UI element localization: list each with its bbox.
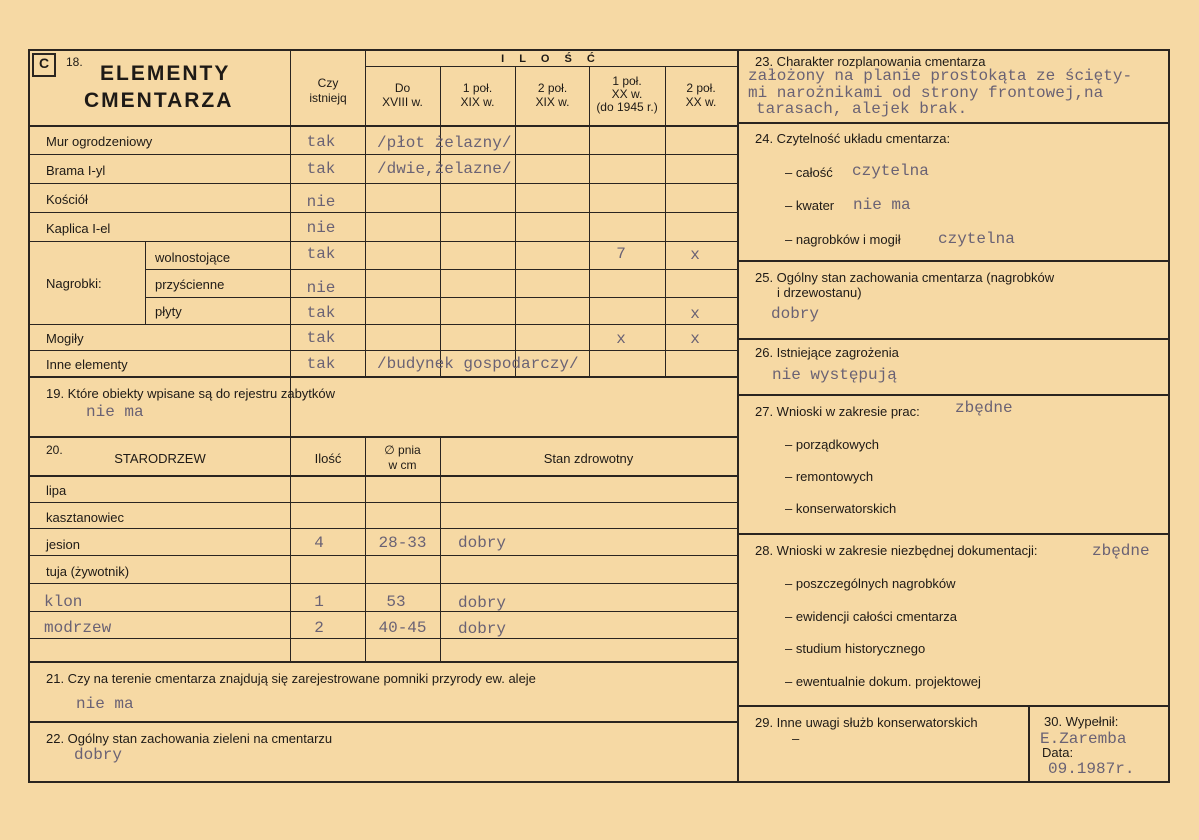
section-28-item: – ewentualnie dokum. projektowej — [785, 674, 981, 689]
section-24-item: – kwater — [785, 198, 835, 213]
section-21-label: 21. Czy na terenie cmentarza znajdują się zarejestrowane pomniki przyrody ew. aleje — [46, 671, 536, 686]
section-23-line: mi narożnikami od strony frontowej,na — [748, 84, 1104, 102]
period-value: x — [690, 246, 700, 264]
row-label-inne: Inne elementy — [46, 357, 128, 372]
period-header-4: 1 poł. XX w. (do 1945 r.) — [596, 74, 658, 114]
section-25-label-1: 25. Ogólny stan zachowania cmentarza (nagrobków — [755, 270, 1055, 285]
period-header-3: 2 poł. XIX w. — [535, 81, 570, 109]
row-sub-przyscienne: przyścienne — [155, 277, 225, 292]
tree-pnia: 40-45 — [378, 619, 427, 637]
section-23-line: tarasach, alejek brak. — [756, 100, 968, 118]
section-29-label: 29. Inne uwagi służb konserwatorskich — [755, 715, 978, 730]
row-sub-wolnostojace: wolnostojące — [155, 250, 231, 265]
tree-name: kasztanowiec — [46, 510, 125, 525]
tree-name: modrzew — [44, 619, 112, 637]
period-value: x — [690, 330, 700, 348]
tree-pnia: 28-33 — [378, 534, 427, 552]
section-27-value: zbędne — [955, 399, 1013, 417]
section-27-label: 27. Wnioski w zakresie prac: — [755, 404, 920, 419]
period-value: x — [616, 330, 626, 348]
czy-header-1: Czy — [317, 76, 339, 90]
tree-name: tuja (żywotnik) — [46, 564, 130, 579]
section-24-label: 24. Czytelność układu cmentarza: — [755, 131, 951, 146]
czy-value: nie — [306, 219, 336, 237]
tree-stan: dobry — [458, 594, 507, 612]
czy-value: tak — [306, 329, 336, 347]
section-24-item: – całość — [785, 165, 833, 180]
tree-stan: dobry — [458, 620, 507, 638]
row-sub-plyty: płyty — [155, 304, 182, 319]
section-22-label: 22. Ogólny stan zachowania zieleni na cmentarzu — [46, 731, 333, 746]
czy-value: nie — [306, 193, 336, 211]
ilosc-header: I L O Ś Ć — [501, 53, 601, 65]
section-19-value: nie ma — [86, 403, 144, 421]
section-18-title-2: CMENTARZA — [84, 89, 234, 112]
section-24-value: nie ma — [853, 196, 911, 214]
czy-value: tak — [306, 304, 336, 322]
section-21-value: nie ma — [76, 695, 134, 713]
period-header-1: Do XVIII w. — [382, 81, 423, 109]
section-20-title: STARODRZEW — [114, 451, 206, 466]
period-header-5: 2 poł. XX w. — [685, 81, 717, 109]
section-27-item: – konserwatorskich — [785, 501, 897, 516]
section-26-label: 26. Istniejące zagrożenia — [755, 345, 899, 360]
row-note: /płot żelazny/ — [377, 134, 512, 152]
section-23-line: założony na planie prostokąta ze ścięty- — [748, 67, 1133, 85]
section-30-date-label: Data: — [1042, 745, 1074, 760]
section-26-value: nie występują — [772, 366, 897, 384]
section-18-title-1: ELEMENTY — [100, 62, 231, 85]
section-28-item: – ewidencji całości cmentarza — [785, 609, 957, 624]
period-value: x — [690, 305, 700, 323]
section-24-value: czytelna — [938, 230, 1015, 248]
row-label-mogily: Mogiły — [46, 331, 84, 346]
section-24-item: – nagrobków i mogił — [785, 232, 901, 247]
section-letter: C — [38, 55, 50, 71]
section-19-label: 19. Które obiekty wpisane są do rejestru zabytków — [46, 386, 336, 401]
section-24-value: czytelna — [852, 162, 929, 180]
czy-value: tak — [306, 355, 336, 373]
czy-header-2: istniejq — [309, 91, 347, 105]
tree-ilosc: 2 — [314, 619, 324, 637]
tree-stan: dobry — [458, 534, 507, 552]
section-25-label-2: i drzewostanu) — [777, 285, 862, 300]
row-label-kaplica: Kaplica I-el — [46, 221, 111, 236]
section-18-number: 18. — [66, 55, 83, 69]
tree-ilosc: 1 — [314, 593, 324, 611]
section-30-name: E.Zaremba — [1040, 730, 1127, 748]
tree-name: jesion — [46, 537, 80, 552]
section-29-value: – — [792, 731, 800, 746]
section-27-item: – porządkowych — [785, 437, 879, 452]
col-ilosc: Ilość — [314, 451, 342, 466]
col-pnia-2: w cm — [388, 458, 417, 472]
czy-value: tak — [306, 133, 336, 151]
section-28-item: – studium historycznego — [785, 641, 926, 656]
row-note: /budynek gospodarczy/ — [377, 355, 579, 373]
section-23-label: 23. Charakter rozplanowania cmentarza — [755, 54, 986, 69]
row-label-kosciol: Kościół — [46, 192, 88, 207]
czy-value: tak — [306, 245, 336, 263]
section-30-label: 30. Wypełnił: — [1044, 714, 1119, 729]
section-22-value: dobry — [74, 746, 123, 764]
tree-ilosc: 4 — [314, 534, 324, 552]
czy-value: tak — [306, 160, 336, 178]
section-28-label: 28. Wnioski w zakresie niezbędnej dokumentacji: — [755, 543, 1038, 558]
section-28-value: zbędne — [1092, 542, 1150, 560]
period-value: 7 — [616, 245, 626, 263]
col-stan: Stan zdrowotny — [543, 451, 634, 466]
section-27-item: – remontowych — [785, 469, 874, 484]
czy-value: nie — [306, 279, 336, 297]
tree-name: klon — [44, 593, 83, 611]
section-30-date: 09.1987r. — [1048, 760, 1135, 778]
tree-name: lipa — [46, 483, 67, 498]
col-pnia-1: ∅ pnia — [384, 443, 421, 457]
section-25-value: dobry — [771, 305, 820, 323]
row-label-brama: Brama I-yl — [46, 163, 106, 178]
section-28-item: – poszczególnych nagrobków — [785, 576, 956, 591]
row-note: /dwie,żelazne/ — [377, 160, 512, 178]
period-header-2: 1 poł. XIX w. — [460, 81, 495, 109]
row-label-nagrobki: Nagrobki: — [46, 276, 102, 291]
section-20-number: 20. — [46, 443, 63, 457]
row-label-mur: Mur ogrodzeniowy — [46, 134, 153, 149]
tree-pnia: 53 — [386, 593, 406, 611]
